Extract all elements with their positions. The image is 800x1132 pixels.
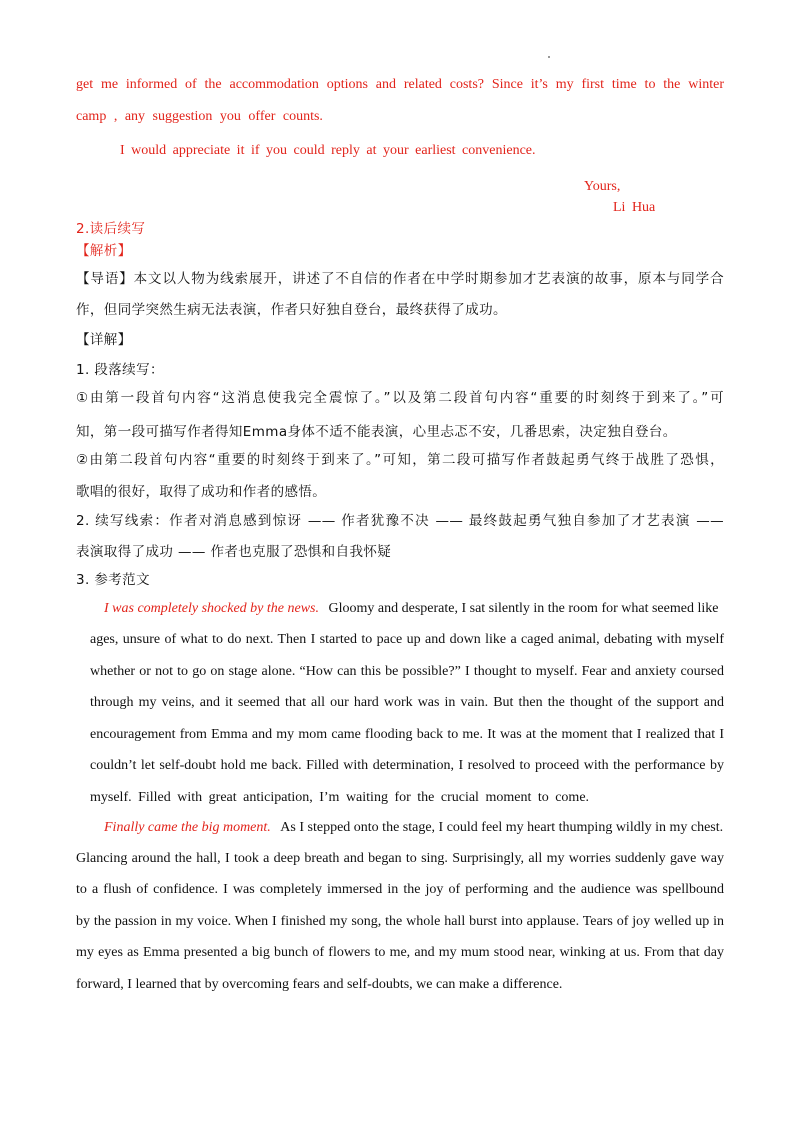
header-dot — [548, 56, 550, 58]
point3-title: 3. 参考范文 — [76, 572, 150, 588]
essay-para1-line-4: through my veins, and it seemed that all our hard work was in vain. But then the thought of the support and — [90, 695, 724, 710]
intro-line-2: 作，但同学突然生病无法表演，作者只好独自登台，最终获得了成功。 — [76, 302, 507, 318]
essay-para2-line-5: my eyes as Emma presented a big bunch of flowers to me, and my mum stood near, winking at us. From that day — [76, 945, 724, 960]
analysis-tag: 【解析】 — [76, 243, 132, 259]
section-heading: 2.读后续写 — [76, 221, 146, 237]
essay-para1-line-5: encouragement from Emma and my mom came flooding back to me. It was at the moment that I realized that I — [90, 727, 724, 742]
essay-para2-line-3: to a flush of confidence. I was completely immersed in the joy of performing and the audience was spellbound — [76, 882, 724, 897]
essay-para1-line-2: ages, unsure of what to do next. Then I started to pace up and down like a caged animal, debating with myself — [90, 632, 724, 647]
essay-para1-line-6: couldn’t let self-doubt hold me back. Filled with determination, I resolved to proceed with the performance by — [90, 758, 724, 773]
point1-title: 1. 段落续写： — [76, 362, 164, 378]
point1-a-line-1: ①由第一段首句内容“这消息使我完全震惊了。”以及第二段首句内容“重要的时刻终于到来了。”可 — [76, 390, 724, 406]
essay-para2-start: Finally came the big moment. — [104, 820, 271, 835]
point2-line-1: 2. 续写线索：作者对消息感到惊讶 —— 作者犹豫不决 —— 最终鼓起勇气独自参加了才艺表演 —— — [76, 513, 724, 529]
point1-b-line-2: 歌唱的很好，取得了成功和作者的感悟。 — [76, 484, 327, 500]
intro-line-1: 【导语】本文以人物为线索展开，讲述了不自信的作者在中学时期参加才艺表演的故事，原本与同学合 — [76, 271, 724, 287]
point2-line-2: 表演取得了成功 —— 作者也克服了恐惧和自我怀疑 — [76, 544, 392, 560]
point1-a-line-2: 知，第一段可描写作者得知Emma身体不适不能表演，心里忐忑不安，几番思索，决定独自登台。 — [76, 424, 677, 440]
essay-para1-line-7: myself. Filled with great anticipation, I’m waiting for the crucial moment to come. — [90, 790, 590, 805]
letter-line-2: camp , any suggestion you offer counts. — [76, 109, 323, 124]
letter-closing: Yours, — [584, 179, 621, 194]
point1-b-line-1: ②由第二段首句内容“重要的时刻终于到来了。”可知，第二段可描写作者鼓起勇气终于战胜了恐惧， — [76, 452, 724, 468]
essay-para1-line-3: whether or not to go on stage alone. “How can this be possible?” I thought to myself. Fear and anxiety coursed — [90, 664, 724, 679]
essay-para2-line-1: As I stepped onto the stage, I could feel my heart thumping wildly in my chest. — [280, 820, 724, 835]
letter-line-1: get me informed of the accommodation options and related costs? Since it’s my first time to the winter — [76, 77, 724, 92]
letter-signature: Li Hua — [613, 200, 656, 215]
essay-para2-line-4: by the passion in my voice. When I finished my song, the whole hall burst into applause. Tears of joy welled up in — [76, 914, 724, 929]
essay-para1-first-line — [104, 599, 718, 619]
letter-line-3: I would appreciate it if you could reply at your earliest convenience. — [120, 143, 536, 158]
essay-para2-line-6: forward, I learned that by overcoming fears and self-doubts, we can make a difference. — [76, 977, 563, 992]
essay-para1-line-1: Gloomy and desperate, I sat silently in the room for what seemed like — [328, 601, 719, 616]
detail-tag: 【详解】 — [76, 332, 132, 348]
essay-para1-start: I was completely shocked by the news. — [104, 601, 319, 616]
essay-para2-line-2: Glancing around the hall, I took a deep breath and began to sing. Surprisingly, all my worries suddenly gave way — [76, 851, 724, 866]
essay-para2-first-line — [104, 818, 723, 838]
